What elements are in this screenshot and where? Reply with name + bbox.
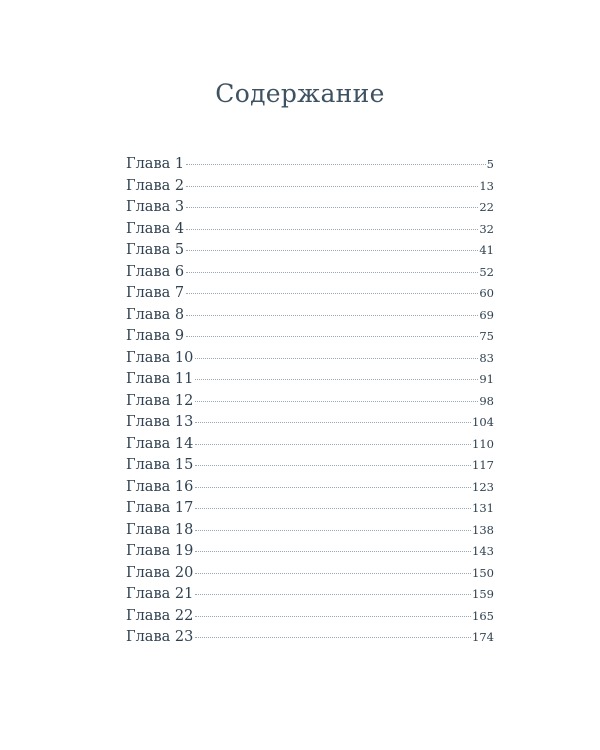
dot-leader: [195, 616, 471, 617]
toc-page-number: 123: [472, 479, 494, 494]
toc-chapter-label: Глава 4: [126, 220, 185, 237]
toc-entry: [126, 197, 494, 219]
toc-page-number: 22: [479, 200, 494, 214]
toc-chapter-label: Глава 12: [126, 392, 194, 409]
toc-entry: [126, 541, 494, 563]
toc-chapter-label: Глава 5: [126, 242, 185, 258]
dot-leader: [186, 272, 478, 273]
toc-page-number: 52: [479, 264, 494, 279]
toc-page-number: 174: [472, 630, 494, 644]
toc-page-number: 91: [479, 372, 494, 386]
toc-entry: [126, 219, 494, 241]
dot-leader: [186, 336, 478, 337]
toc-page-number: 5: [486, 157, 494, 171]
dot-leader: [195, 508, 471, 509]
toc-chapter-label: Глава 15: [126, 457, 194, 473]
toc-entry: [126, 606, 494, 628]
dot-leader: [195, 401, 478, 402]
toc-entry: [126, 498, 494, 520]
toc-entry: [126, 563, 494, 585]
dot-leader: [195, 551, 471, 552]
toc-entry: [126, 240, 494, 262]
table-of-contents: [126, 154, 494, 649]
toc-chapter-label: Глава 6: [126, 263, 185, 280]
toc-page-number: 41: [479, 243, 494, 257]
toc-entry: [126, 434, 494, 456]
toc-entry: [126, 305, 494, 327]
toc-chapter-label: Глава 17: [126, 500, 194, 516]
dot-leader: [186, 164, 486, 165]
toc-entry: [126, 455, 494, 477]
toc-chapter-label: Глава 2: [126, 177, 185, 194]
toc-entry: [126, 154, 494, 176]
dot-leader: [195, 465, 471, 466]
dot-leader: [195, 358, 478, 359]
dot-leader: [195, 637, 471, 638]
toc-chapter-label: Глава 9: [126, 328, 185, 344]
toc-chapter-label: Глава 19: [126, 543, 194, 559]
dot-leader: [186, 293, 478, 294]
dot-leader: [195, 573, 471, 574]
dot-leader: [186, 250, 478, 251]
toc-entry: [126, 584, 494, 606]
dot-leader: [186, 207, 478, 208]
toc-chapter-label: Глава 14: [126, 435, 194, 452]
toc-chapter-label: Глава 3: [126, 199, 185, 215]
toc-page-number: 117: [472, 458, 494, 472]
toc-entry: [126, 348, 494, 370]
dot-leader: [195, 379, 478, 380]
toc-page-number: 159: [472, 587, 494, 601]
toc-page-number: 143: [472, 544, 494, 558]
toc-entry: [126, 176, 494, 198]
toc-entry: [126, 262, 494, 284]
toc-chapter-label: Глава 1: [126, 156, 185, 172]
toc-page-number: 83: [479, 350, 494, 365]
dot-leader: [195, 530, 471, 531]
toc-chapter-label: Глава 7: [126, 285, 185, 301]
toc-chapter-label: Глава 20: [126, 564, 194, 581]
toc-chapter-label: Глава 8: [126, 306, 185, 323]
toc-entry: [126, 326, 494, 348]
toc-entry: [126, 391, 494, 413]
toc-entry: [126, 627, 494, 649]
toc-entry: [126, 412, 494, 434]
toc-chapter-label: Глава 16: [126, 478, 194, 495]
dot-leader: [195, 594, 471, 595]
toc-page-number: 104: [472, 415, 494, 429]
toc-page-number: 110: [472, 436, 494, 451]
page-title: Содержание: [215, 78, 385, 108]
dot-leader: [186, 229, 478, 230]
toc-page-number: 13: [479, 178, 494, 193]
toc-entry: [126, 369, 494, 391]
toc-chapter-label: Глава 13: [126, 414, 194, 430]
dot-leader: [195, 422, 471, 423]
dot-leader: [195, 444, 471, 445]
toc-entry: [126, 520, 494, 542]
toc-page-number: 75: [479, 329, 494, 343]
toc-chapter-label: Глава 21: [126, 586, 194, 602]
toc-chapter-label: Глава 23: [126, 629, 194, 645]
toc-entry: [126, 477, 494, 499]
toc-page-number: 150: [472, 565, 494, 580]
dot-leader: [186, 186, 478, 187]
toc-chapter-label: Глава 18: [126, 521, 194, 538]
toc-page-number: 138: [472, 522, 494, 537]
toc-page-number: 165: [472, 608, 494, 623]
toc-chapter-label: Глава 22: [126, 607, 194, 624]
dot-leader: [195, 487, 471, 488]
dot-leader: [186, 315, 478, 316]
toc-page-number: 131: [472, 501, 494, 515]
toc-page-number: 60: [479, 286, 494, 300]
toc-page-number: 69: [479, 307, 494, 322]
toc-entry: [126, 283, 494, 305]
toc-chapter-label: Глава 11: [126, 371, 194, 387]
toc-chapter-label: Глава 10: [126, 349, 194, 366]
toc-page-number: 98: [479, 393, 494, 408]
toc-page-number: 32: [479, 221, 494, 236]
